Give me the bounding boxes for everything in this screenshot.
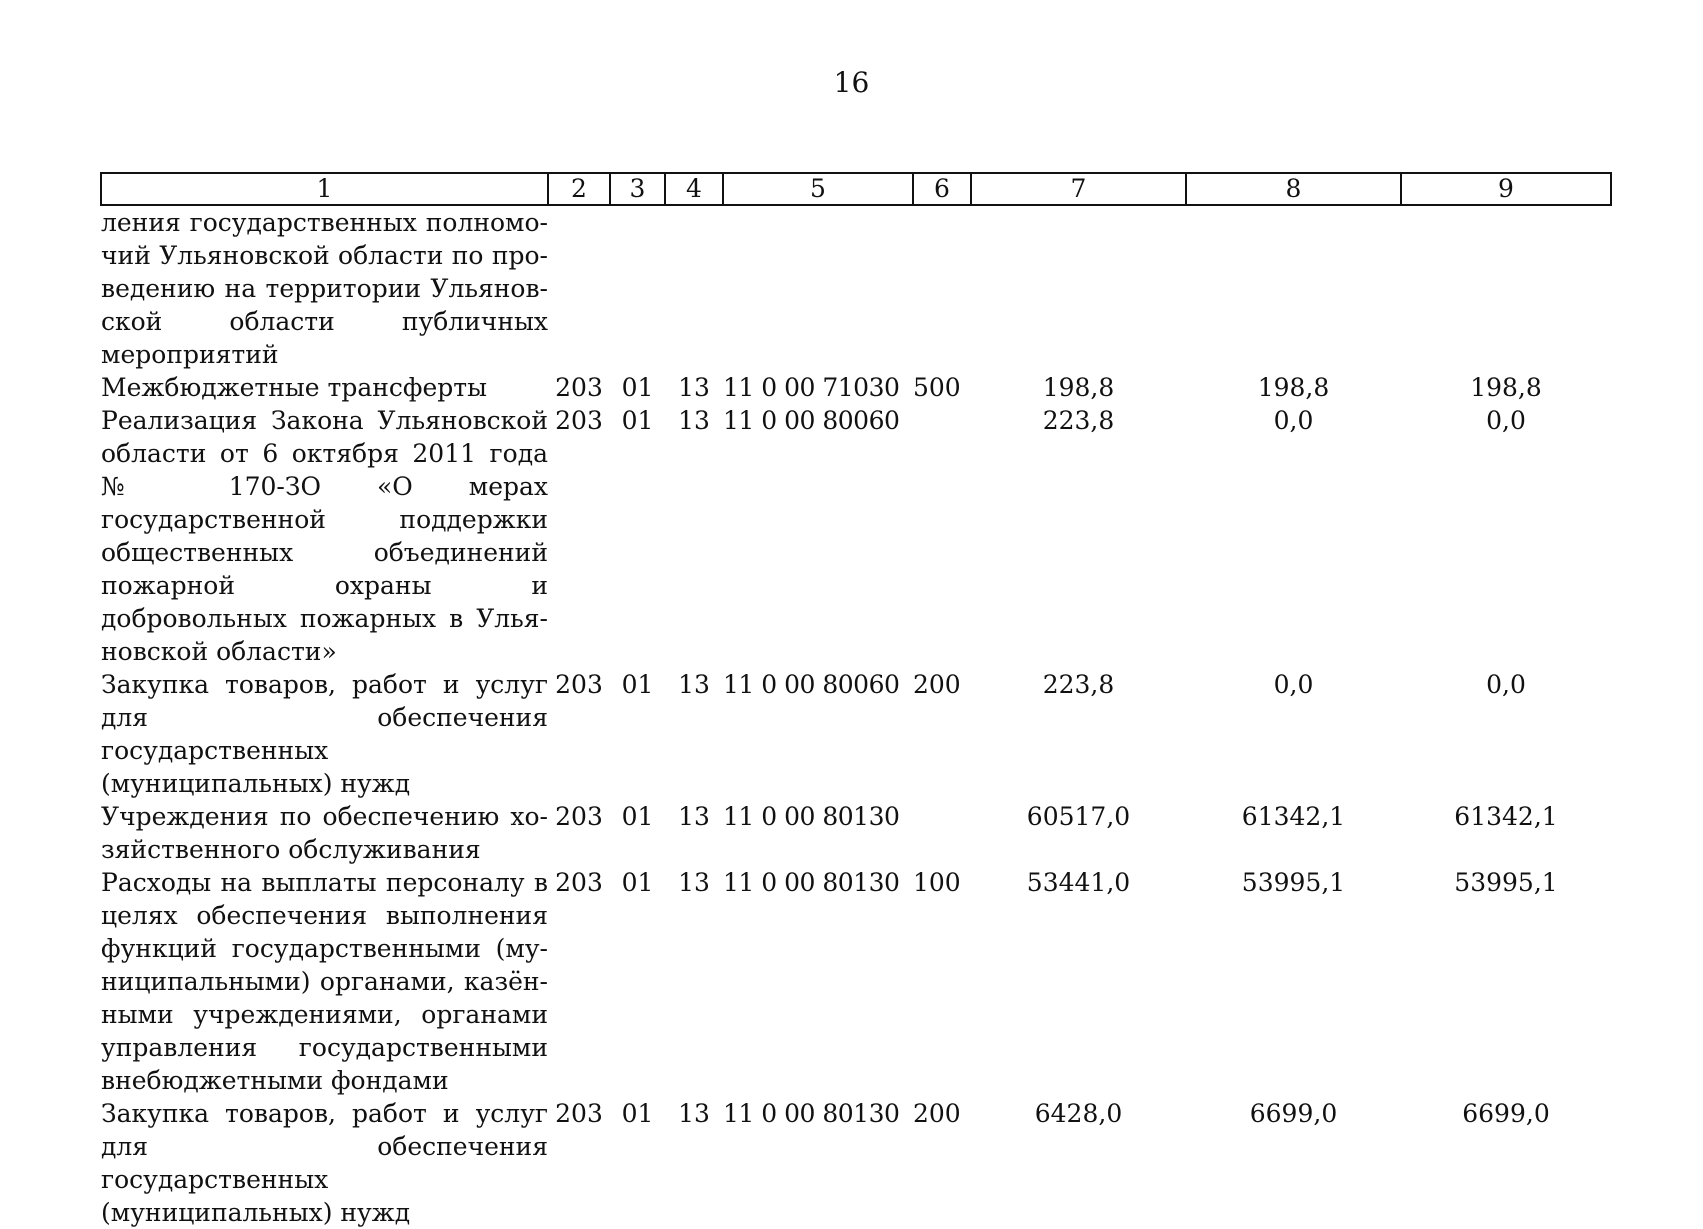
table-row [101, 800, 1611, 866]
value-col-7: 60517,0 [1026, 802, 1131, 831]
header-col-6: 6 [913, 173, 971, 205]
table-row [101, 668, 1611, 800]
row-name: Закупка товаров, работ и услуг для обеспечения государственных (муниципальных) нужд [101, 1099, 548, 1227]
row-name: Межбюджетные трансферты [101, 373, 488, 402]
header-col-4: 4 [665, 173, 723, 205]
col-2: 203 [555, 1099, 603, 1128]
row-name: ления государственных полномочий Ульяновской области по проведению на территории Ульяновской области публичных мероприятий [101, 208, 548, 369]
header-col-8: 8 [1186, 173, 1401, 205]
value-col-7: 198,8 [1042, 373, 1115, 402]
expense-type [913, 205, 971, 371]
col-3: 01 [621, 868, 654, 897]
value-col-7: 6428,0 [1034, 1099, 1123, 1128]
target-code: 11 0 00 80060 [723, 406, 900, 435]
row-name: Учреждения по обеспечению хозяйственного обслуживания [101, 802, 548, 864]
value-col-8: 198,8 [1257, 373, 1330, 402]
value-col-7: 223,8 [1042, 670, 1115, 699]
value-col-7 [971, 205, 1186, 371]
value-col-8: 53995,1 [1241, 868, 1346, 897]
row-name: Расходы на выплаты персоналу в целях обеспечения выполнения функций государственными (муниципальными) органами, казёнными учреждениями, органами управления государственными внебюджетными фондами [101, 868, 548, 1095]
target-code: 11 0 00 71030 [723, 373, 900, 402]
col-3: 01 [621, 406, 654, 435]
expense-type [913, 404, 971, 668]
expense-type: 200 [913, 670, 961, 699]
table-row [101, 371, 1611, 404]
value-col-8: 0,0 [1273, 670, 1314, 699]
value-col-9: 0,0 [1486, 670, 1526, 699]
target-code [723, 205, 913, 371]
col-3 [610, 205, 665, 371]
col-4: 13 [678, 373, 710, 402]
target-code: 11 0 00 80060 [723, 670, 900, 699]
header-row [101, 173, 1611, 205]
table-body [101, 205, 1611, 1229]
page-number: 16 [833, 66, 870, 99]
expense-type: 500 [913, 373, 961, 402]
value-col-9 [1401, 205, 1611, 371]
header-col-5: 5 [723, 173, 913, 205]
table-row [101, 866, 1611, 1097]
value-col-7: 223,8 [1042, 406, 1115, 435]
col-2: 203 [555, 670, 603, 699]
expense-type: 200 [913, 1099, 961, 1128]
col-2: 203 [555, 868, 603, 897]
col-3: 01 [621, 373, 654, 402]
value-col-8: 6699,0 [1249, 1099, 1338, 1128]
expense-type [913, 800, 971, 866]
value-col-7: 53441,0 [1026, 868, 1131, 897]
col-4: 13 [678, 670, 710, 699]
value-col-8 [1186, 205, 1401, 371]
col-4: 13 [678, 802, 710, 831]
value-col-9: 53995,1 [1454, 868, 1558, 897]
col-3: 01 [621, 1099, 654, 1128]
row-name: Закупка товаров, работ и услуг для обеспечения государственных (муниципальных) нужд [101, 670, 548, 798]
target-code: 11 0 00 80130 [723, 802, 900, 831]
header-col-3: 3 [610, 173, 665, 205]
col-2: 203 [555, 406, 603, 435]
value-col-8: 0,0 [1273, 406, 1314, 435]
value-col-9: 0,0 [1486, 406, 1526, 435]
header-col-2: 2 [548, 173, 610, 205]
col-2: 203 [555, 802, 603, 831]
value-col-9: 61342,1 [1454, 802, 1558, 831]
target-code: 11 0 00 80130 [723, 1099, 900, 1128]
col-3: 01 [621, 802, 654, 831]
table-row [101, 404, 1611, 668]
budget-table [100, 172, 1612, 1229]
target-code: 11 0 00 80130 [723, 868, 900, 897]
value-col-8: 61342,1 [1241, 802, 1346, 831]
col-4 [665, 205, 723, 371]
value-col-9: 6699,0 [1462, 1099, 1550, 1128]
col-4: 13 [678, 1099, 710, 1128]
col-4: 13 [678, 868, 710, 897]
col-3: 01 [621, 670, 654, 699]
row-name: Реализация Закона Ульяновской области от 6 октября 2011 года № 170-ЗО «О мерах государственной поддержки общественных объединений пожарной охраны и добровольных пожарных в Ульяновской области» [101, 406, 548, 666]
value-col-9: 198,8 [1470, 373, 1542, 402]
col-2 [548, 205, 610, 371]
header-col-9: 9 [1401, 173, 1611, 205]
table-row [101, 205, 1611, 371]
col-4: 13 [678, 406, 710, 435]
table-row [101, 1097, 1611, 1229]
header-col-7: 7 [971, 173, 1186, 205]
header-col-1: 1 [101, 173, 548, 205]
table-header [101, 173, 1611, 205]
expense-type: 100 [913, 868, 961, 897]
col-2: 203 [555, 373, 603, 402]
